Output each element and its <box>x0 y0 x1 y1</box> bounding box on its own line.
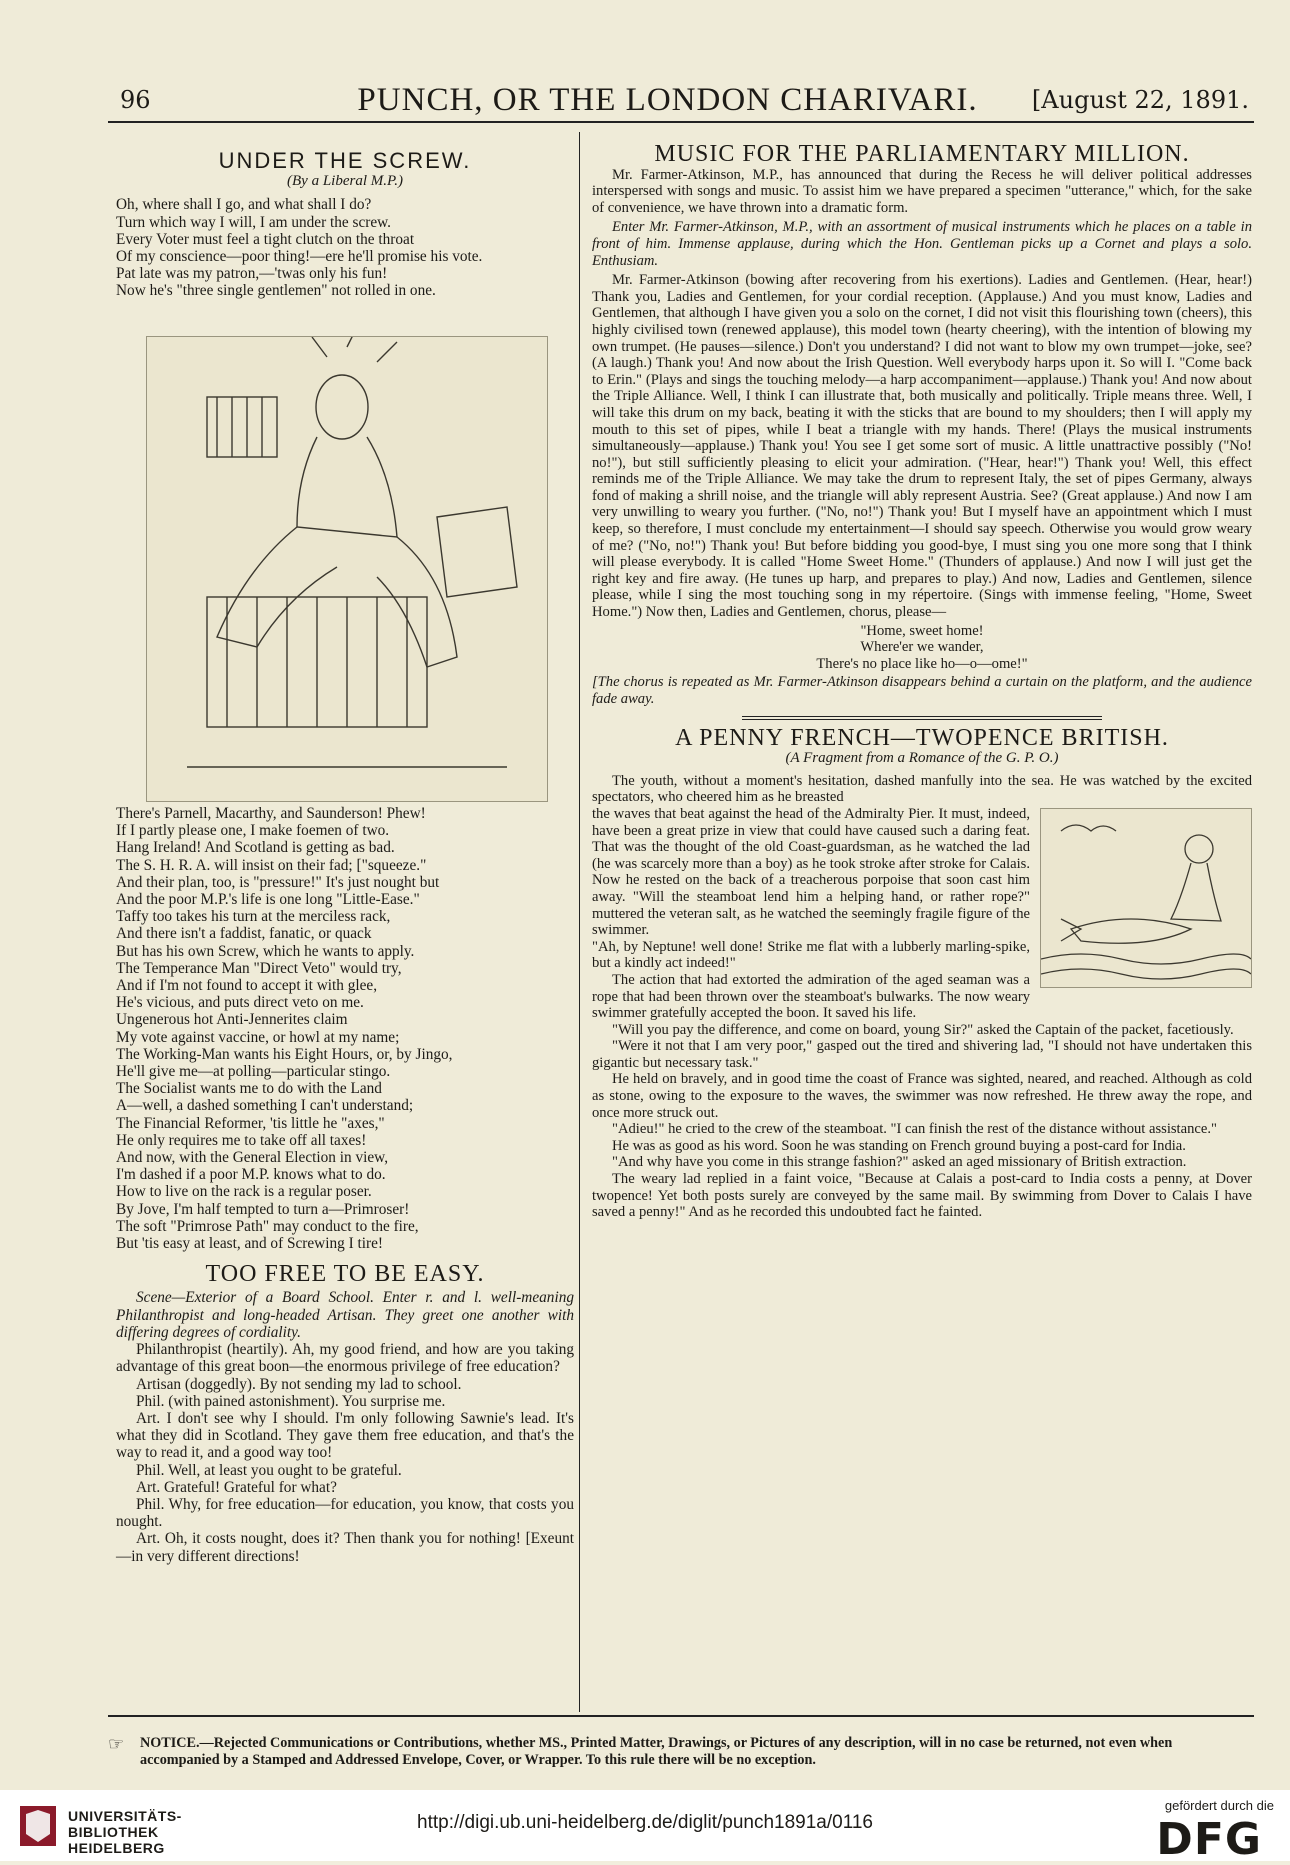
verse-line: But 'tis easy at least, and of Screwing I tire! <box>116 1235 383 1253</box>
funded-by-label: gefördert durch die <box>1164 1798 1274 1813</box>
illustration-swimmer-porpoise <box>1040 808 1252 988</box>
stage-direction: Enter Mr. Farmer-Atkinson, M.P., with an assortment of musical instruments which he places on a table in front of him. Immense applause, during which the Hon. Gentleman picks up a Cornet and plays a solo. Enthusiam. <box>592 219 1252 269</box>
verse-line: I'm dashed if a poor M.P. knows what to do. <box>116 1166 386 1184</box>
source-url-link[interactable]: http://digi.ub.uni-heidelberg.de/diglit/punch1891a/0116 <box>417 1812 873 1833</box>
paragraph: "Will you pay the difference, and come on board, young Sir?" asked the Captain of the packet, facetiously. <box>612 1021 1234 1038</box>
paragraph: Mr. Farmer-Atkinson, M.P., has announced that during the Recess he will deliver political addresses interspersed with songs and music. To assist him we have prepared a specimen "utterance," which, for the sake of convenience, we have thrown into a dramatic form. <box>592 166 1252 216</box>
verse-line: And now, with the General Election in view, <box>116 1149 389 1167</box>
paragraph: "And why have you come in this strange fashion?" asked an aged missionary of British extraction. <box>612 1154 1187 1171</box>
verse-line: The Socialist wants me to do with the Land <box>116 1080 382 1098</box>
verse-line: If I partly please one, I make foemen of two. <box>116 822 390 840</box>
dfg-logo: DFG <box>1156 1814 1262 1865</box>
song-line: Where'er we wander, <box>860 639 984 656</box>
right-column <box>592 141 1252 1221</box>
verse-line: The Temperance Man "Direct Veto" would try, <box>116 959 402 977</box>
pointing-hand-icon: ☞ <box>108 1734 125 1755</box>
swimmer-drawing <box>1041 809 1251 987</box>
verse-line: And if I'm not found to accept it with glee, <box>116 977 378 995</box>
dialogue-line: Art. Oh, it costs nought, does it? Then thank you for nothing! [Exeunt—in very different directions! <box>116 1530 574 1565</box>
verse-line: There's Parnell, Macarthy, and Saunderson! Phew! <box>116 805 426 822</box>
header-rule <box>108 121 1254 123</box>
illustration-drawing <box>147 337 547 801</box>
illustration-mp-under-screw <box>146 336 548 802</box>
dialogue-line: Art. I don't see why I should. I'm only following Sawnie's lead. It's what they did in Scotland. They gave them free education, and that's the way to read it, and a good way too! <box>116 1409 574 1462</box>
paragraph: "Were it not that I am very poor," gasped out the tired and shivering lad, "I should not have undertaken this gigantic but necessary task." <box>592 1038 1252 1071</box>
verse-line: And the poor M.P.'s life is one long "Little-Ease." <box>116 891 420 909</box>
section-double-rule <box>742 716 1102 720</box>
verse-line: He only requires me to take off all taxes! <box>116 1131 367 1149</box>
verse-line: The Working-Man wants his Eight Hours, or, by Jingo, <box>116 1045 453 1063</box>
paragraph: The action that had extorted the admiration of the aged seaman was a rope that had been thrown over the steamboat's bulwarks. The now weary swimmer gratefully accepted the boon. It saved his life. <box>592 971 1030 1022</box>
column-divider <box>579 132 580 1712</box>
song-chorus <box>592 623 1252 673</box>
penny-body <box>592 773 1252 1221</box>
left-column-continued <box>116 805 574 1565</box>
paragraph: He held on bravely, and in good time the coast of France was sighted, neared, and reached. Although as cold as stone, owing to the exposure to the waves, the swimmer was now refreshed. He threw away the rope, and once more struck out. <box>592 1071 1252 1121</box>
verse-line: But has his own Screw, which he wants to apply. <box>116 942 415 960</box>
scene-title: TOO FREE TO BE EASY. <box>205 1261 485 1288</box>
paragraph: "Ah, by Neptune! well done! Strike me flat with a lubberly marling-spike, but a kindly act indeed!" <box>592 938 1030 972</box>
dialogue-line: Phil. (with pained astonishment). You surprise me. <box>136 1392 446 1410</box>
verse-line: He'll give me—at polling—particular stingo. <box>116 1063 391 1081</box>
dialogue-line: Phil. Well, at least you ought to be grateful. <box>136 1461 402 1479</box>
masthead-title: PUNCH, OR THE LONDON CHARIVARI. <box>357 82 978 118</box>
issue-date: [August 22, 1891. <box>1031 86 1249 114</box>
verse-line: My vote against vaccine, or howl at my name; <box>116 1028 400 1046</box>
song-line: "Home, sweet home! <box>860 622 984 639</box>
penny-title: A PENNY FRENCH—TWOPENCE BRITISH. <box>675 724 1169 751</box>
verse-line: The soft "Primrose Path" may conduct to the fire, <box>116 1217 419 1235</box>
paragraph: the waves that beat against the head of the Admiralty Pier. It must, indeed, have been a great prize in view that could have caused such a daring feat. That was the thought of the old Coast-guardsman, as he watched the lad (he was scarcely more than a boy) as he took stroke after stroke for Calais. Now he rested on the back of a treacherous porpoise that soon cast him away. "Will the steamboat lend him a helping hand, or rather rope?" muttered the veteran salt, as he watched the seemingly fragile figure of the swimmer. <box>592 805 1030 939</box>
paragraph: "Adieu!" he cried to the crew of the steamboat. "I can finish the rest of the distance without assistance." <box>612 1121 1217 1138</box>
verse-line: And there isn't a faddist, fanatic, or quack <box>116 925 372 943</box>
dialogue-line: Phil. Why, for free education—for education, you know, that costs you nought. <box>116 1495 574 1531</box>
paragraph: Mr. Farmer-Atkinson (bowing after recovering from his exertions). Ladies and Gentlemen. (Hear, hear!) Thank you, Ladies and Gentlemen, for your cordial reception. (Applause.) And you must know, Ladies and Gentlemen, that although I have given you a solo on the cornet, I did not visit this flourishing town (cheers), this highly civilised town (renewed applause), this model town (hearty cheering), with the intention of blowing my own trumpet. (He pauses—silence.) Don't you understand? I did not want to blow my own trumpet—joke, see? (A laugh.) Thank you! And now about the Irish Question. Well everybody harps upon it. So will I. "Come back to Erin." (Plays and sings the touching melody—a harp accompaniment—applause.) Thank you! And now about the Triple Alliance. Well, I think I can illustrate that, both musically and politically. Triple means three. Well, I will take this drum on my back, beating it with the sticks that are bound to my shoulders; then I will apply my mouth to this set of pipes, while I beat a triangle with my hands. There! (Plays the musical instruments simultaneously—applause.) Thank you! You see I get some sort of music. A little unattractive possibly ("No! no!"), but still sufficiently pleasing to elicit your admiration. ("Hear, hear!") Thank you! Well, this effect reminds me of the Triple Alliance. We may take the drum to represent Italy, the set of pipes Germany, always fond of making a shrill noise, and the triangle will ably represent Austria. See? (Great applause.) And now I am very unwilling to weary you further. ("No, no!") Thank you! But I myself have an appointment which I must keep, so therefore, I must conclude my entertainment—I should say speech. Otherwise you would grow weary of me? ("No, no!") Thank you! But before bidding you good-bye, I must sing you one more song that I think will please everybody. It is called "Home Sweet Home." (Thunders of applause.) And now I will just get the right key and fire away. (He tunes up harp, and prepares to play.) And now, Ladies and Gentlemen, silence please, while I sing the most touching song in my répertoire. (Sings with immense feeling, "Home, Sweet Home.") Now then, Ladies and Gentlemen, chorus, please— <box>592 272 1252 621</box>
scene-body <box>116 1289 574 1564</box>
verse-line: Turn which way I will, I am under the screw. <box>116 213 391 231</box>
verse-line: Pat late was my patron,—'twas only his fun! <box>116 265 388 283</box>
verse-line: Every Voter must feel a tight clutch on the throat <box>116 230 415 248</box>
verse-line: A—well, a dashed something I can't understand; <box>116 1097 414 1115</box>
verse-line: He's vicious, and puts direct veto on me. <box>116 994 364 1012</box>
paragraph: The youth, without a moment's hesitation, dashed manfully into the sea. He was watched by the excited spectators, who cheered him as he breasted <box>592 772 1252 806</box>
penny-byline: (A Fragment from a Romance of the G. P. O.) <box>785 750 1059 767</box>
verse-line: The S. H. R. A. will insist on their fad; ["squeeze." <box>116 856 427 874</box>
verse-line: Ungenerous hot Anti-Jennerites claim <box>116 1011 348 1029</box>
library-line: UNIVERSITÄTS- <box>68 1808 182 1824</box>
dialogue-line: Philanthropist (heartily). Ah, my good friend, and how are you taking advantage of this great boon—the enormous privilege of free education? <box>116 1341 574 1376</box>
music-body <box>592 167 1252 621</box>
digitization-footer <box>0 1790 1290 1865</box>
stage-direction: Scene—Exterior of a Board School. Enter r. and l. well-meaning Philanthropist and long-headed Artisan. They greet one another with differing degrees of cordiality. <box>116 1289 574 1341</box>
verse-line: And their plan, too, is "pressure!" It's just nought but <box>116 873 440 891</box>
verse-line: Of my conscience—poor thing!—ere he'll promise his vote. <box>116 248 483 266</box>
library-line: BIBLIOTHEK <box>68 1824 159 1840</box>
verse-line: Now he's "three single gentlemen" not rolled in one. <box>116 282 436 300</box>
verse-line: By Jove, I'm half tempted to turn a—Primroser! <box>116 1200 410 1218</box>
poem-byline: (By a Liberal M.P.) <box>287 173 403 190</box>
library-line: HEIDELBERG <box>68 1840 165 1856</box>
paragraph: The weary lad replied in a faint voice, "Because at Calais a post-card to India costs a penny, at Dover twopence! Yet both posts surely are conveyed by the same mail. By swimming from Dover to Calais I have saved a penny!" And as he recorded this undoubted fact he fainted. <box>592 1171 1252 1221</box>
verse-line: Oh, where shall I go, and what shall I do? <box>116 196 372 214</box>
music-title: MUSIC FOR THE PARLIAMENTARY MILLION. <box>654 141 1190 167</box>
verse-line: Hang Ireland! And Scotland is getting as bad. <box>116 839 395 857</box>
page-header <box>80 82 1255 118</box>
dialogue-line: Artisan (doggedly). By not sending my lad to school. <box>136 1375 462 1393</box>
music-closing-direction: [The chorus is repeated as Mr. Farmer-Atkinson disappears behind a curtain on the platform, and the audience fade away. <box>592 674 1252 707</box>
page-number: 96 <box>120 86 151 114</box>
poem-stanza-2 <box>116 805 574 1252</box>
poem-title: UNDER THE SCREW. <box>218 148 472 173</box>
footer-rule <box>108 1715 1254 1717</box>
dialogue-line: Art. Grateful! Grateful for what? <box>136 1478 337 1496</box>
verse-line: How to live on the rack is a regular poser. <box>116 1183 372 1201</box>
paragraph: He was as good as his word. Soon he was standing on French ground buying a post-card for India. <box>612 1137 1186 1154</box>
poem-stanza-1 <box>116 196 574 299</box>
verse-line: Taffy too takes his turn at the merciless rack, <box>116 908 391 926</box>
notice: NOTICE.—Rejected Communications or Contributions, whether MS., Printed Matter, Drawings, or Pictures of any description, will in no case be returned, not even when accompanied by a Stamped and Addressed Envelope, Cover, or Wrapper. To this rule there will be no exception. <box>140 1735 1173 1768</box>
verse-line: The Financial Reformer, 'tis little he "axes," <box>116 1114 385 1132</box>
song-line: There's no place like ho—o—ome!" <box>816 655 1028 672</box>
left-column <box>116 146 574 300</box>
